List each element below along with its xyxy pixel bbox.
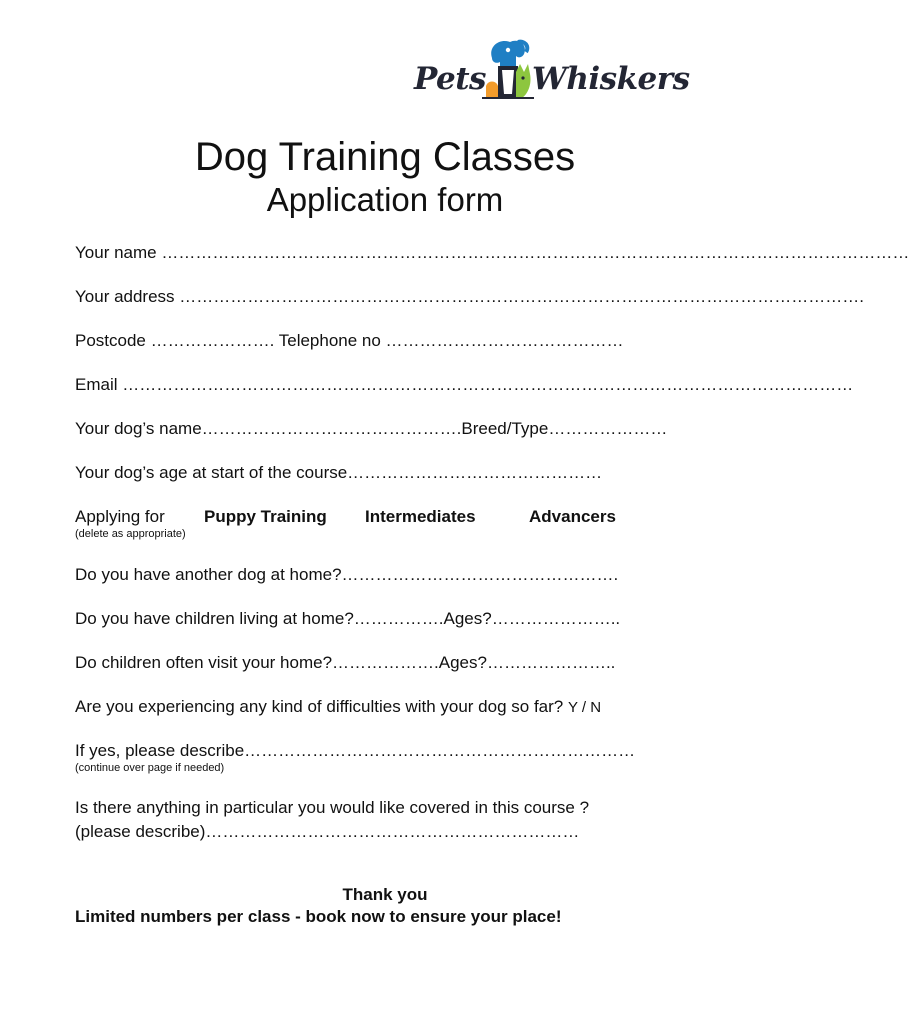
thank-you-text: Thank you — [342, 885, 428, 904]
option-puppy-training[interactable]: Puppy Training — [204, 507, 327, 526]
applying-for-label: Applying for — [75, 507, 165, 526]
pets-whiskers-logo — [412, 36, 690, 108]
dog-name-breed-field[interactable]: Your dog’s name……………………………………….Breed/Type………………… — [75, 419, 668, 438]
dog-age-field[interactable]: Your dog’s age at start of the course……………………………………… — [75, 463, 603, 482]
your-address-field[interactable]: Your address …………………………………………………………………………………………………………. — [75, 287, 864, 306]
postcode-telephone-field[interactable]: Postcode …………………. Telephone no …………………………………… — [75, 331, 624, 350]
your-name-field[interactable]: Your name …………………………………………………………………………………………………………………… — [75, 243, 909, 262]
difficulties-text: Are you experiencing any kind of difficulties with your dog so far? — [75, 697, 564, 716]
option-intermediates[interactable]: Intermediates — [365, 507, 476, 526]
page-title: Dog Training Classes — [194, 135, 576, 179]
another-dog-field[interactable]: Do you have another dog at home?…………………………………………. — [75, 565, 619, 584]
describe-hint: (continue over page if needed) — [75, 762, 225, 774]
children-home-field[interactable]: Do you have children living at home?…………….Ages?………………….. — [75, 609, 621, 628]
applying-hint: (delete as appropriate) — [75, 528, 186, 540]
logo-word-whiskers: Whiskers — [532, 61, 690, 97]
page-subtitle: Application form — [266, 181, 504, 218]
covered-describe-field[interactable]: (please describe)………………………………………………………… — [75, 822, 580, 841]
limited-numbers-note: Limited numbers per class - book now to ensure your place! — [75, 907, 562, 926]
describe-field[interactable]: If yes, please describe…………………………………………………………… — [75, 741, 636, 760]
difficulties-yes-no[interactable]: Y / N — [567, 699, 602, 716]
covered-question: Is there anything in particular you would like covered in this course ? — [75, 798, 590, 817]
difficulties-question — [75, 697, 601, 718]
dog-cat-mascot-icon — [478, 36, 538, 106]
email-field[interactable]: Email ………………………………………………………………………………………………………………… — [75, 375, 854, 394]
logo-word-pets: Pets — [414, 61, 486, 97]
option-advancers[interactable]: Advancers — [529, 507, 616, 526]
children-visit-field[interactable]: Do children often visit your home?……………….Ages?………………….. — [75, 653, 616, 672]
